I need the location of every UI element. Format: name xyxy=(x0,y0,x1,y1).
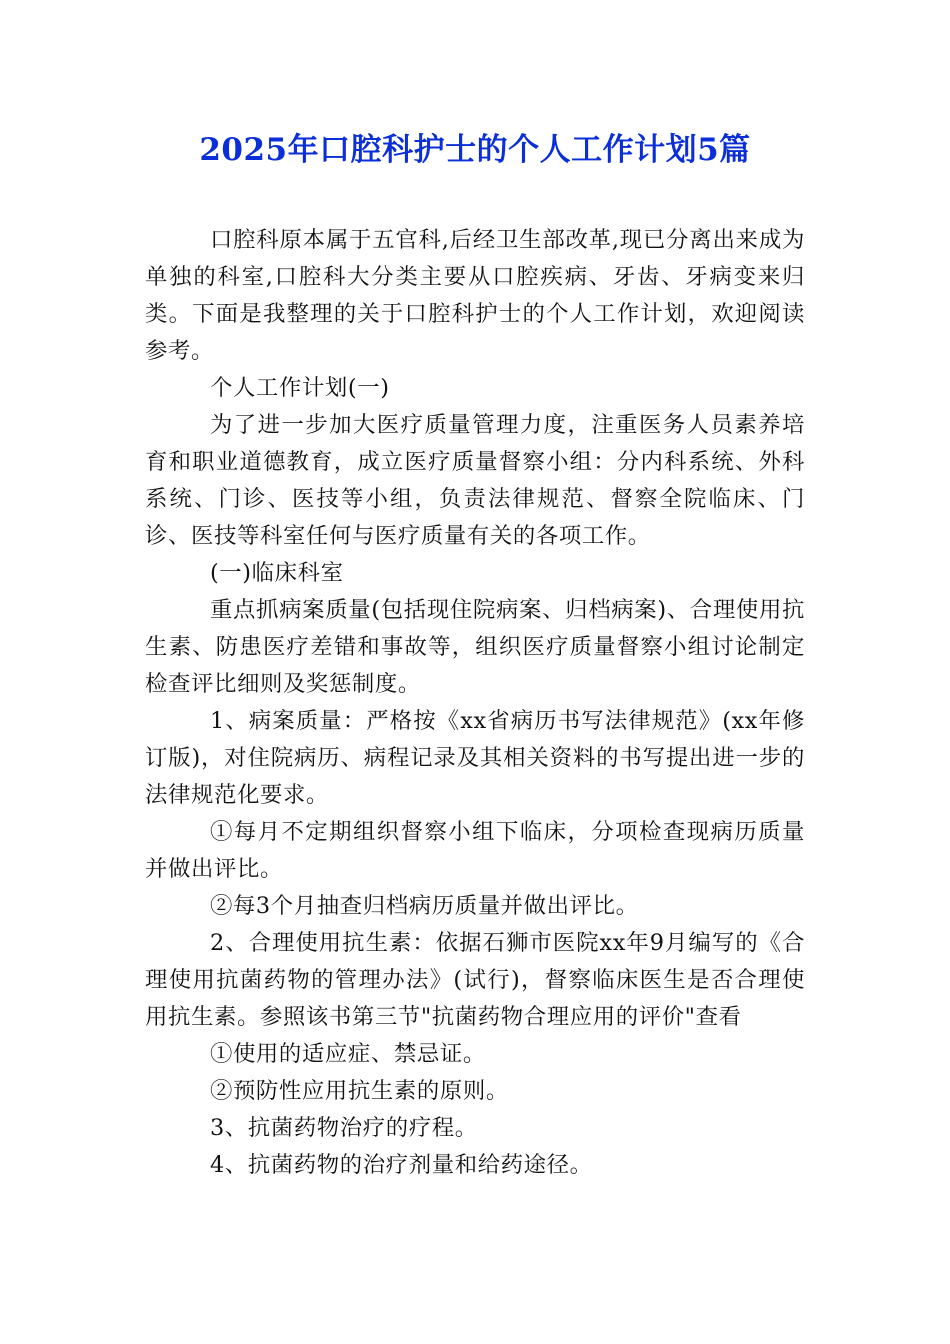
paragraph-antibiotics: 2、合理使用抗生素：依据石狮市医院xx年9月编写的《合理使用抗菌药物的管理办法》(试行)，督察临床医生是否合理使用抗生素。参照该书第三节"抗菌药物合理应用的评价"查看 xyxy=(145,930,805,1030)
list-item-monthly-check: ①每月不定期组织督察小组下临床，分项检查现病历质量并做出评比。 xyxy=(145,819,805,882)
intro-paragraph: 口腔科原本属于五官科,后经卫生部改革,现已分离出来成为单独的科室,口腔科大分类主要从口腔疾病、牙齿、牙病变来归类。下面是我整理的关于口腔科护士的个人工作计划，欢迎阅读参考。 xyxy=(145,227,805,364)
list-item-course: 3、抗菌药物治疗的疗程。 xyxy=(209,1115,478,1141)
paragraph-quality-management: 为了进一步加大医疗质量管理力度，注重医务人员素养培育和职业道德教育，成立医疗质量督察小组：分内科系统、外科系统、门诊、医技等小组，负责法律规范、督察全院临床、门诊、医技等科室任何与医疗质量有关的各项工作。 xyxy=(145,412,805,549)
section-heading-plan-one: 个人工作计划(一) xyxy=(209,375,390,401)
list-item-dosage: 4、抗菌药物的治疗剂量和给药途径。 xyxy=(209,1152,593,1178)
list-item-prevention: ②预防性应用抗生素的原则。 xyxy=(209,1078,509,1104)
paragraph-case-quality: 1、病案质量：严格按《xx省病历书写法律规范》(xx年修订版)，对住院病历、病程记录及其相关资料的书写提出进一步的法律规范化要求。 xyxy=(145,708,805,808)
list-item-quarterly-check: ②每3个月抽查归档病历质量并做出评比。 xyxy=(209,893,639,919)
list-item-indications: ①使用的适应症、禁忌证。 xyxy=(209,1041,486,1067)
paragraph-clinical-focus: 重点抓病案质量(包括现住院病案、归档病案)、合理使用抗生素、防患医疗差错和事故等，组织医疗质量督察小组讨论制定检查评比细则及奖惩制度。 xyxy=(145,597,805,697)
document-body xyxy=(145,222,805,1184)
subsection-heading-clinical: (一)临床科室 xyxy=(209,560,344,586)
document-title: 2025年口腔科护士的个人工作计划5篇 xyxy=(199,132,751,168)
